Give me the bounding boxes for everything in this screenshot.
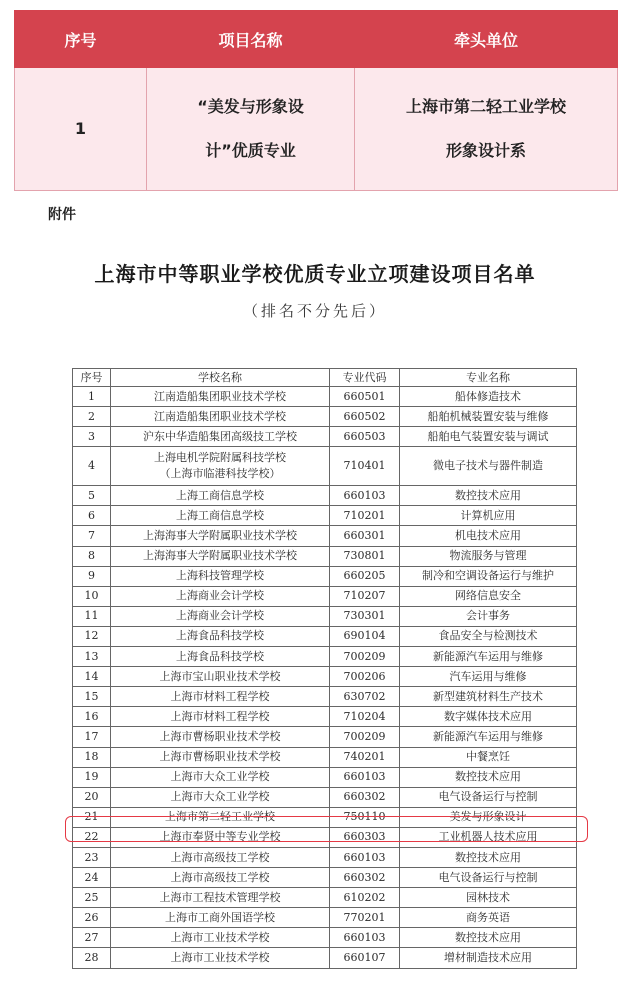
row-code: 710204 [330, 707, 400, 727]
table-row [73, 767, 577, 787]
row-code: 660103 [330, 847, 400, 867]
list-header-school: 学校名称 [111, 369, 330, 387]
row-seq: 17 [73, 727, 111, 747]
table-row [73, 407, 577, 427]
row-major: 园林技术 [400, 888, 577, 908]
row-major: 新能源汽车运用与维修 [400, 727, 577, 747]
summary-project-line1: “美发与形象设 [197, 97, 304, 116]
row-code: 660103 [330, 767, 400, 787]
table-row [73, 888, 577, 908]
row-major: 机电技术应用 [400, 526, 577, 546]
row-school: 上海市材料工程学校 [111, 687, 330, 707]
row-major: 微电子技术与器件制造 [400, 447, 577, 486]
row-seq: 23 [73, 847, 111, 867]
row-major: 会计事务 [400, 606, 577, 626]
row-code: 710201 [330, 506, 400, 526]
table-row [73, 928, 577, 948]
row-seq: 22 [73, 827, 111, 847]
row-seq: 20 [73, 787, 111, 807]
row-seq: 27 [73, 928, 111, 948]
row-seq: 8 [73, 546, 111, 566]
row-code: 660103 [330, 486, 400, 506]
row-major: 物流服务与管理 [400, 546, 577, 566]
row-major: 数字媒体技术应用 [400, 707, 577, 727]
row-code: 700206 [330, 667, 400, 687]
row-code: 660205 [330, 566, 400, 586]
table-row [73, 486, 577, 506]
row-major: 数控技术应用 [400, 928, 577, 948]
row-major: 计算机应用 [400, 506, 577, 526]
row-school: 上海商业会计学校 [111, 586, 330, 606]
row-school: 上海市工业技术学校 [111, 948, 330, 968]
row-school: 上海市大众工业学校 [111, 767, 330, 787]
list-header-seq: 序号 [73, 369, 111, 387]
table-row [73, 506, 577, 526]
table-row [73, 526, 577, 546]
row-seq: 5 [73, 486, 111, 506]
row-school: 上海市材料工程学校 [111, 707, 330, 727]
row-school: 上海市工商外国语学校 [111, 908, 330, 928]
row-code: 710207 [330, 586, 400, 606]
table-row [73, 626, 577, 646]
row-major: 食品安全与检测技术 [400, 626, 577, 646]
row-seq: 2 [73, 407, 111, 427]
table-row [73, 387, 577, 407]
row-school: 上海食品科技学校 [111, 626, 330, 646]
summary-project-line2: 计”优质专业 [205, 141, 296, 160]
summary-unit-line1: 上海市第二轻工业学校 [405, 97, 566, 116]
table-row [73, 807, 577, 827]
row-school: 上海海事大学附属职业技术学校 [111, 526, 330, 546]
row-major: 船舶电气装置安装与调试 [400, 427, 577, 447]
row-school: 上海工商信息学校 [111, 506, 330, 526]
row-code: 660302 [330, 868, 400, 888]
header-lead-unit: 牵头单位 [355, 11, 618, 68]
row-seq: 28 [73, 948, 111, 968]
row-major: 网络信息安全 [400, 586, 577, 606]
row-code: 740201 [330, 747, 400, 767]
row-seq: 12 [73, 626, 111, 646]
document-title: 上海市中等职业学校优质专业立项建设项目名单 [94, 262, 536, 286]
row-school: 上海市工业技术学校 [111, 928, 330, 948]
row-school-line1: 上海电机学院附属科技学校 [154, 451, 286, 465]
attachment-label: 附件 [48, 207, 76, 223]
row-seq: 6 [73, 506, 111, 526]
row-major: 数控技术应用 [400, 486, 577, 506]
header-seq: 序号 [15, 11, 147, 68]
row-code: 660502 [330, 407, 400, 427]
table-row [73, 447, 577, 486]
row-major: 增材制造技术应用 [400, 948, 577, 968]
table-row [73, 546, 577, 566]
row-major: 数控技术应用 [400, 847, 577, 867]
table-row [73, 747, 577, 767]
row-seq: 19 [73, 767, 111, 787]
row-seq: 13 [73, 647, 111, 667]
row-seq: 25 [73, 888, 111, 908]
row-seq: 15 [73, 687, 111, 707]
row-school: 上海科技管理学校 [111, 566, 330, 586]
row-major: 船舶机械装置安装与维修 [400, 407, 577, 427]
row-major: 商务英语 [400, 908, 577, 928]
table-row [73, 847, 577, 867]
row-code: 730801 [330, 546, 400, 566]
table-row [73, 868, 577, 888]
table-row [73, 827, 577, 847]
row-code: 750110 [330, 807, 400, 827]
table-row [73, 787, 577, 807]
table-row [73, 606, 577, 626]
row-school: 上海市大众工业学校 [111, 787, 330, 807]
row-seq: 3 [73, 427, 111, 447]
list-body [73, 387, 577, 969]
row-code: 660301 [330, 526, 400, 546]
row-seq: 21 [73, 807, 111, 827]
list-header-row [73, 369, 577, 387]
table-row [73, 948, 577, 968]
row-school: 上海市高级技工学校 [111, 868, 330, 888]
row-code: 660302 [330, 787, 400, 807]
header-project-name: 项目名称 [147, 11, 355, 68]
row-seq: 18 [73, 747, 111, 767]
row-school: 上海商业会计学校 [111, 606, 330, 626]
row-school: 江南造船集团职业技术学校 [111, 407, 330, 427]
row-code: 660107 [330, 948, 400, 968]
summary-seq: 1 [15, 68, 147, 191]
project-summary-table [14, 10, 618, 191]
row-major: 美发与形象设计 [400, 807, 577, 827]
summary-unit-line2: 形象设计系 [445, 141, 526, 160]
row-seq: 16 [73, 707, 111, 727]
project-list-table [72, 368, 577, 969]
row-school: 沪东中华造船集团高级技工学校 [111, 427, 330, 447]
row-code: 660501 [330, 387, 400, 407]
row-major: 中餐烹饪 [400, 747, 577, 767]
row-code: 700209 [330, 727, 400, 747]
table-row [73, 687, 577, 707]
row-code: 660303 [330, 827, 400, 847]
row-major: 新能源汽车运用与维修 [400, 647, 577, 667]
row-school: 上海市高级技工学校 [111, 847, 330, 867]
table-row [73, 427, 577, 447]
row-seq: 4 [73, 447, 111, 486]
table-row [73, 727, 577, 747]
row-seq: 10 [73, 586, 111, 606]
row-major: 汽车运用与维修 [400, 667, 577, 687]
summary-row [15, 68, 618, 191]
row-school: 上海市第二轻工业学校 [111, 807, 330, 827]
row-code: 630702 [330, 687, 400, 707]
row-school: 上海市奉贤中等专业学校 [111, 827, 330, 847]
row-major: 电气设备运行与控制 [400, 868, 577, 888]
row-seq: 7 [73, 526, 111, 546]
row-seq: 14 [73, 667, 111, 687]
row-code: 730301 [330, 606, 400, 626]
document-subtitle: （排名不分先后） [242, 302, 387, 320]
row-code: 770201 [330, 908, 400, 928]
row-major: 制冷和空调设备运行与维护 [400, 566, 577, 586]
row-major: 电气设备运行与控制 [400, 787, 577, 807]
row-seq: 26 [73, 908, 111, 928]
table-row [73, 707, 577, 727]
row-school: 上海市宝山职业技术学校 [111, 667, 330, 687]
row-seq: 11 [73, 606, 111, 626]
row-code: 610202 [330, 888, 400, 908]
summary-header-row [15, 11, 618, 68]
row-school: 上海食品科技学校 [111, 647, 330, 667]
list-header-major: 专业名称 [400, 369, 577, 387]
row-major: 数控技术应用 [400, 767, 577, 787]
row-school [111, 447, 330, 486]
table-row [73, 647, 577, 667]
row-code: 660503 [330, 427, 400, 447]
table-row [73, 566, 577, 586]
row-code: 710401 [330, 447, 400, 486]
row-school: 上海市工程技术管理学校 [111, 888, 330, 908]
row-major: 工业机器人技术应用 [400, 827, 577, 847]
row-school: 上海市曹杨职业技术学校 [111, 727, 330, 747]
row-seq: 1 [73, 387, 111, 407]
row-school: 上海工商信息学校 [111, 486, 330, 506]
row-code: 700209 [330, 647, 400, 667]
table-row [73, 586, 577, 606]
row-seq: 24 [73, 868, 111, 888]
row-school: 上海市曹杨职业技术学校 [111, 747, 330, 767]
table-row [73, 908, 577, 928]
row-code: 690104 [330, 626, 400, 646]
table-row [73, 667, 577, 687]
row-major: 新型建筑材料生产技术 [400, 687, 577, 707]
row-school: 江南造船集团职业技术学校 [111, 387, 330, 407]
row-school-line2: （上海市临港科技学校） [159, 467, 281, 481]
summary-project [147, 68, 355, 191]
list-header-code: 专业代码 [330, 369, 400, 387]
summary-unit [355, 68, 618, 191]
row-school: 上海海事大学附属职业技术学校 [111, 546, 330, 566]
row-major: 船体修造技术 [400, 387, 577, 407]
row-code: 660103 [330, 928, 400, 948]
row-seq: 9 [73, 566, 111, 586]
